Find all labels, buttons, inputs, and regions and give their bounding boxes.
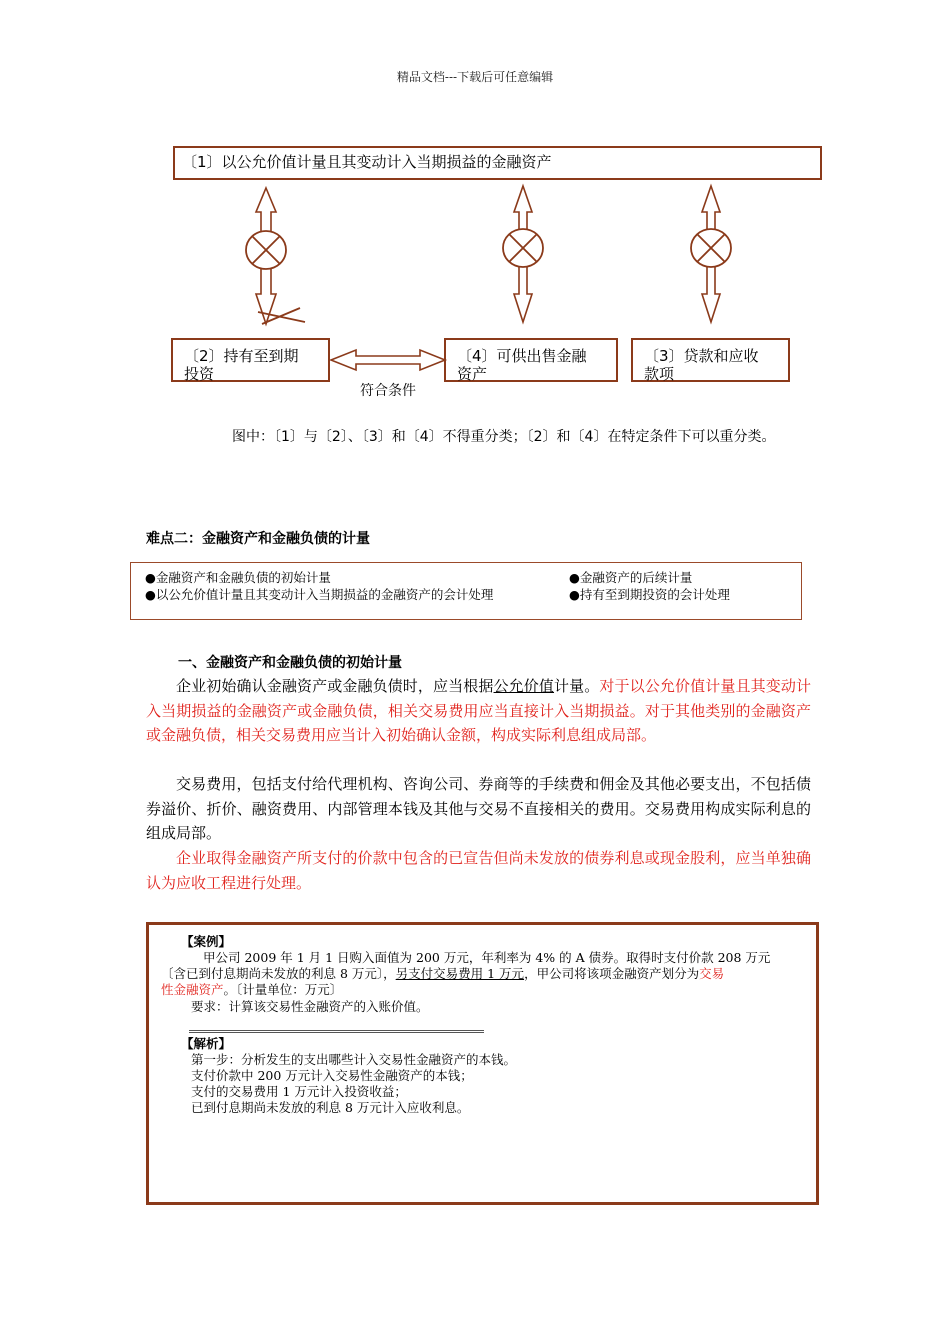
analysis-line-4: 已到付息期尚未发放的利息 8 万元计入应收利息。 [191, 1100, 470, 1115]
case-line-2a: 〔含已到付息期尚未发放的利息 8 万元〕， [161, 966, 396, 981]
condition-label: 符合条件 [360, 383, 416, 399]
analysis-line-2: 支付价款中 200 万元计入交易性金融资产的本钱； [191, 1068, 473, 1083]
box-2-label-line1: 〔2〕持有至到期 [184, 347, 299, 365]
page-header: 精品文档---下载后可任意编辑 [396, 70, 554, 84]
paragraph-2: 交易费用，包括支付给代理机构、咨询公司、券商等的手续费和佣金及其他必要支出，不包括债券溢价、折价、融资费用、内部管理本钱及其他与交易不直接相关的费用。交易费用构成实际利息的组成局部。 [146, 775, 811, 842]
paragraph-1 [146, 674, 811, 748]
p1-text: 企业初始确认金融资产或金融负债时，应当根据 [176, 677, 494, 695]
paragraph-3: 企业取得金融资产所支付的价款中包含的已宣告但尚未发放的债券利息或现金股利，应当单独确认为应收工程进行处理。 [146, 849, 811, 892]
analysis-line-3: 支付的交易费用 1 万元计入投资收益； [191, 1084, 407, 1099]
box-3-label-line1: 〔3〕贷款和应收 [644, 347, 759, 365]
summary-item: ●金融资产的后续计量 [569, 570, 693, 585]
box-4-label-line2: 资产 [457, 365, 488, 383]
summary-item: ●持有至到期投资的会计处理 [569, 587, 730, 602]
case-line-2 [161, 966, 724, 982]
analysis-title: 【解析】 [181, 1036, 232, 1051]
case-line-2-red: 交易 [699, 966, 725, 981]
horizontal-double-arrow [331, 350, 445, 370]
box-1-label: 〔1〕以公允价值计量且其变动计入当期损益的金融资产 [182, 153, 552, 171]
p1-text-end: 计量。 [554, 677, 600, 695]
summary-item: ●以公允价值计量且其变动计入当期损益的金融资产的会计处理 [145, 587, 494, 602]
section-title: 一、金融资产和金融负债的初始计量 [178, 655, 402, 671]
summary-box [130, 562, 802, 620]
p1-highlight: 对于以公允价值计量且其变动计入当期损益的金融资产或金融负债，相关交易费用应当直接计入当期损益。对于其他类别的金融资产或金融负债，相关交易费用应当计入初始确认金额，构成实际利息组成局部。 [146, 677, 811, 744]
case-line-2-underlined: 另支付交易费用 1 万元 [395, 966, 525, 981]
case-line-2b: ，甲公司将该项金融资产划分为 [524, 966, 700, 981]
case-separator [189, 1030, 484, 1033]
difficulty-title: 难点二：金融资产和金融负债的计量 [146, 531, 370, 547]
case-line-3 [161, 982, 342, 998]
case-line-3-red: 性金融资产 [161, 982, 224, 997]
p1-underlined: 公允价值 [493, 677, 555, 695]
diagram-caption: 图中：〔1〕与〔2〕、〔3〕和〔4〕不得重分类；〔2〕和〔4〕在特定条件下可以重分类。 [232, 429, 776, 445]
box-2-label-line2: 投资 [184, 365, 215, 383]
case-box [146, 922, 819, 1205]
box-4-label-line1: 〔4〕可供出售金融 [457, 347, 587, 365]
case-line-3b: 。〔计量单位：万元〕 [223, 982, 343, 997]
case-line-1: 甲公司 2009 年 1 月 1 日购入面值为 200 万元，年利率为 4% 的 A 债券。取得时支付价款 208 万元 [203, 950, 771, 965]
analysis-line-1: 第一步：分析发生的支出哪些计入交易性金融资产的本钱。 [191, 1052, 517, 1067]
summary-item: ●金融资产和金融负债的初始计量 [145, 570, 331, 585]
case-requirement: 要求：计算该交易性金融资产的入账价值。 [191, 999, 429, 1014]
box-3-label-line2: 款项 [644, 365, 675, 383]
case-title: 【案例】 [181, 934, 232, 949]
